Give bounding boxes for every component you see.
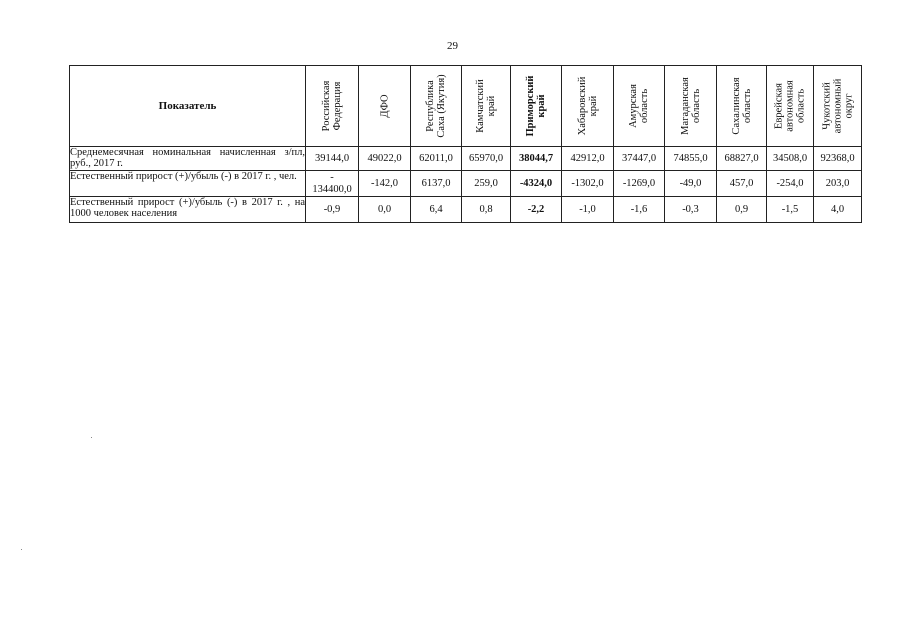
column-header-label: ДФО [379,94,390,118]
column-header-label: Хабаровский край [576,76,599,136]
table-cell: -4324,0 [511,171,562,197]
row-label: Естественный прирост (+)/убыль (-) в 2017 г. , на 1000 человек населения [70,197,306,223]
table-cell: 92368,0 [814,147,862,171]
column-header-label: Чукотский автономный округ [821,78,854,134]
page-number: 29 [447,40,458,52]
table-cell: 34508,0 [767,147,814,171]
table-row-salary [70,147,862,171]
table-cell: -1302,0 [562,171,614,197]
table-cell: 4,0 [814,197,862,223]
column-header-label: Сахалинская область [730,77,753,135]
table-cell: -1269,0 [614,171,665,197]
column-header-label: Магаданская область [679,77,702,135]
table-cell: 68827,0 [717,147,767,171]
column-header-amur [614,66,665,147]
table-row-natural-growth-per-1000 [70,197,862,223]
table-cell: 37447,0 [614,147,665,171]
column-header-label: Российская Федерация [321,80,343,132]
column-header-chukotka [814,66,862,147]
column-header-label: Приморский край [525,75,547,137]
table-cell: 74855,0 [665,147,717,171]
table-cell: 0,8 [462,197,511,223]
data-table [69,65,862,223]
column-header-primorsky [511,66,562,147]
table-cell: -142,0 [359,171,411,197]
table-cell: -1,0 [562,197,614,223]
column-header-dfo [359,66,411,147]
table-cell: 259,0 [462,171,511,197]
table-cell [306,171,359,197]
table-cell: 65970,0 [462,147,511,171]
column-header-label: Камчатский край [475,79,497,133]
table-cell: 42912,0 [562,147,614,171]
column-header-label: Амурская область [628,84,650,128]
table-cell: -1,6 [614,197,665,223]
column-header-label: Еврейская автономная область [773,80,807,132]
table-cell: 0,9 [717,197,767,223]
row-label: Естественный прирост (+)/убыль (-) в 2017 г. , чел. [70,171,306,197]
value-second-line: 134400,0 [312,183,352,195]
table-cell: 62011,0 [411,147,462,171]
table-cell: 49022,0 [359,147,411,171]
table-cell: 6137,0 [411,171,462,197]
table-cell: 38044,7 [511,147,562,171]
table-row-natural-growth-abs [70,171,862,197]
column-header-kamchatka [462,66,511,147]
table-cell: 203,0 [814,171,862,197]
value-first-line: - [330,171,334,183]
header-row [70,66,862,147]
table-cell: -2,2 [511,197,562,223]
scan-speck [21,549,22,550]
table-cell: -49,0 [665,171,717,197]
column-header-khabarovsk [562,66,614,147]
row-label: Среднемесячная номинальная начисленная з/пл, руб., 2017 г. [70,147,305,169]
indicator-header: Показатель [70,66,306,147]
table-cell: 457,0 [717,171,767,197]
scan-speck [91,437,92,438]
table-cell: -0,3 [665,197,717,223]
column-header-sakhalin [717,66,767,147]
table-cell: 39144,0 [306,147,359,171]
column-header-rf [306,66,359,147]
table-cell: -254,0 [767,171,814,197]
column-header-magadan [665,66,717,147]
table-cell: 0,0 [359,197,411,223]
column-header-jewish-ao [767,66,814,147]
column-header-yakutia [411,66,462,147]
table-cell: -1,5 [767,197,814,223]
column-header-label: Республика Саха (Якутия) [425,74,447,138]
table-cell: 6,4 [411,197,462,223]
table-cell: -0,9 [306,197,359,223]
